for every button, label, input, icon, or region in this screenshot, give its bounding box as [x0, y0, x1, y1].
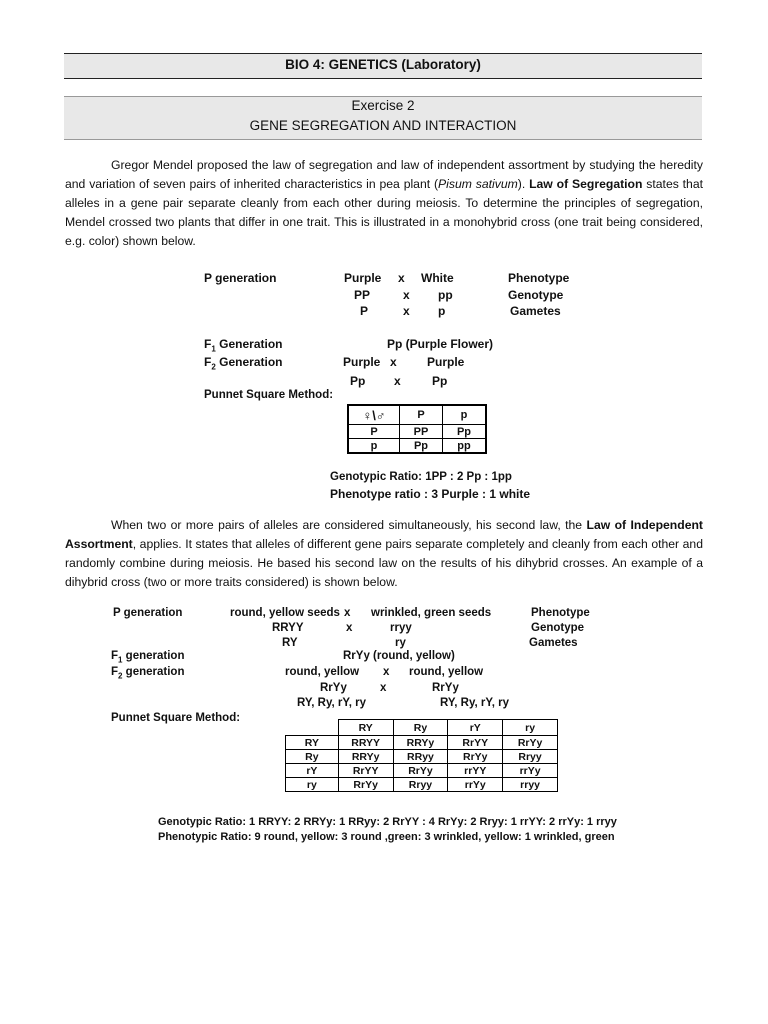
mono-gametes-label: Gametes — [510, 304, 561, 318]
di-p-genotype-1: RRYY — [272, 622, 304, 634]
punnet-cell: RrYy — [503, 736, 558, 750]
di-p-phenotype-2: wrinkled, green seeds — [371, 607, 492, 619]
punnet-row-header: RY — [286, 736, 339, 750]
punnet-cell: RrYY — [338, 764, 393, 778]
mono-gamete-2: p — [438, 304, 446, 318]
mono-p-phenotype-2: White — [421, 271, 454, 285]
di-genotypic-ratio: Genotypic Ratio: 1 RRYY: 2 RRYy: 1 RRyy: 2 RrYY : 4 RrYy: 2 Rryy: 1 rrYY: 2 rrYy: 1 rryy — [158, 816, 617, 828]
para1-text-a: Gregor Mendel proposed the law of segregation and law of independent assortment by studying the heredity and variation of seven pairs of inherited characteristics in pea plant ( — [65, 158, 703, 191]
exercise-title: GENE SEGREGATION AND INTERACTION — [249, 118, 517, 133]
di-f2-phenotype-1: round, yellow — [285, 666, 360, 678]
di-f1-label: $F_1$ generation — [111, 650, 185, 665]
para2-text-a: When two or more pairs of alleles are considered simultaneously, his second law, the — [111, 518, 587, 532]
punnet-header-cell: p — [443, 405, 487, 425]
mono-genotypic-ratio: Genotypic Ratio: 1PP : 2 Pp : 1pp — [330, 471, 512, 483]
intro-paragraph — [65, 156, 703, 251]
punnet-header-cell: RY — [338, 720, 393, 736]
mono-gamete-1: P — [360, 304, 369, 318]
punnet-cell: RRYY — [338, 736, 393, 750]
mono-punnet-square — [347, 404, 487, 454]
species-name: Pisum sativum — [438, 177, 518, 191]
punnet-cell: rrYy — [503, 764, 558, 778]
mono-p-generation-label: P generation — [204, 271, 277, 285]
punnet-corner-cell: ♀\♂ — [348, 405, 400, 425]
di-punnet-label: Punnet Square Method: — [111, 712, 241, 724]
mono-genotype-label: Genotype — [508, 288, 564, 302]
punnet-corner-cell — [286, 720, 339, 736]
mono-f2-label: $F_2$ Generation — [204, 355, 283, 372]
punnet-cell: RRYy — [393, 736, 448, 750]
mono-phenotype-label: Phenotype — [508, 271, 570, 285]
mono-cross-symbol: x — [398, 271, 405, 285]
mono-cross-symbol: x — [403, 304, 410, 318]
mono-f2-phenotype-2: Purple — [427, 355, 465, 369]
di-genotype-label: Genotype — [531, 622, 585, 634]
punnet-cell: pp — [443, 439, 487, 454]
punnet-cell: PP — [400, 425, 443, 439]
mono-p-phenotype-1: Purple — [344, 271, 382, 285]
punnet-row-header: ry — [286, 778, 339, 792]
di-cross-symbol: x — [383, 666, 390, 678]
punnet-cell: rrYY — [448, 764, 503, 778]
mono-f1-value: Pp (Purple Flower) — [387, 337, 494, 351]
punnet-cell: Pp — [400, 439, 443, 454]
mono-punnet-label: Punnet Square Method: — [204, 389, 334, 401]
mono-f1-label: $F_1$ Generation — [204, 337, 283, 354]
punnet-cell: RrYy — [448, 750, 503, 764]
di-f2-label: $F_2$ generation — [111, 666, 185, 681]
para1-text-b: ). — [517, 177, 530, 191]
punnet-cell: RrYy — [393, 764, 448, 778]
mono-cross-symbol: x — [403, 288, 410, 302]
punnet-row-header: Ry — [286, 750, 339, 764]
punnet-header-cell: ry — [503, 720, 558, 736]
para1-text-c: states that alleles in a gene pair separate cleanly from each other during meiosis. To determine the principles of segregation, Mendel crossed two plants that differ in one trait. This is illustrated in a monohybrid cross (one trait being considered, e.g. color) shown below. — [65, 177, 703, 248]
mono-cross-symbol: x — [394, 374, 401, 388]
di-f2-phenotype-2: round, yellow — [409, 666, 484, 678]
punnet-header-cell: rY — [448, 720, 503, 736]
independent-assortment-paragraph — [65, 516, 703, 592]
mono-phenotype-ratio: Phenotype ratio : 3 Purple : 1 white — [330, 487, 531, 501]
di-gamete-2: ry — [395, 637, 406, 649]
di-punnet-square — [285, 719, 558, 792]
di-cross-symbol: x — [380, 682, 387, 694]
exercise-number: Exercise 2 — [351, 98, 415, 113]
di-f2-genotype-1: RrYy — [320, 682, 347, 694]
law-of-segregation: Law of Segregation — [529, 177, 643, 191]
punnet-cell: RrYY — [448, 736, 503, 750]
di-f1-value: RrYy (round, yellow) — [343, 650, 455, 662]
di-phenotype-label: Phenotype — [531, 607, 590, 619]
punnet-cell: RRYy — [338, 750, 393, 764]
punnet-cell: rryy — [503, 778, 558, 792]
punnet-cell: Rryy — [503, 750, 558, 764]
punnet-row-header: p — [348, 439, 400, 454]
mono-p-genotype-2: pp — [438, 288, 453, 302]
punnet-cell: RrYy — [338, 778, 393, 792]
punnet-header-cell: P — [400, 405, 443, 425]
mono-cross-symbol: x — [390, 355, 397, 369]
di-p-phenotype-1: round, yellow seeds — [230, 607, 340, 619]
punnet-cell: Pp — [443, 425, 487, 439]
di-cross-symbol: x — [346, 622, 353, 634]
di-f2-genotype-2: RrYy — [432, 682, 459, 694]
di-phenotypic-ratio: Phenotypic Ratio: 9 round, yellow: 3 round ,green: 3 wrinkled, yellow: 1 wrinkled, green — [158, 831, 615, 843]
di-p-generation-label: P generation — [113, 607, 183, 619]
course-title: BIO 4: GENETICS (Laboratory) — [285, 57, 481, 72]
mono-p-genotype-1: PP — [354, 288, 371, 302]
punnet-header-cell: Ry — [393, 720, 448, 736]
mono-f2-phenotype-1: Purple — [343, 355, 381, 369]
punnet-cell: Rryy — [393, 778, 448, 792]
punnet-cell: RRyy — [393, 750, 448, 764]
di-f2-gametes-1: RY, Ry, rY, ry — [297, 697, 367, 709]
di-cross-symbol: x — [344, 607, 351, 619]
mono-f2-genotype-1: Pp — [350, 374, 366, 388]
mono-f2-genotype-2: Pp — [432, 374, 448, 388]
para2-text-b: , applies. It states that alleles of different gene pairs separate completely and cleanly from each other and randomly combine during meiosis. He based his second law on the results of his dihybrid crosses. An example of a dihybrid cross (two or more traits considered) is shown below. — [65, 537, 703, 589]
punnet-row-header: rY — [286, 764, 339, 778]
di-f2-gametes-2: RY, Ry, rY, ry — [440, 697, 510, 709]
di-p-genotype-2: rryy — [390, 622, 412, 634]
law-of-independent-assortment: Law of Independent Assortment — [65, 518, 703, 551]
di-gamete-1: RY — [282, 637, 298, 649]
punnet-cell: rrYy — [448, 778, 503, 792]
di-gametes-label: Gametes — [529, 637, 578, 649]
punnet-row-header: P — [348, 425, 400, 439]
